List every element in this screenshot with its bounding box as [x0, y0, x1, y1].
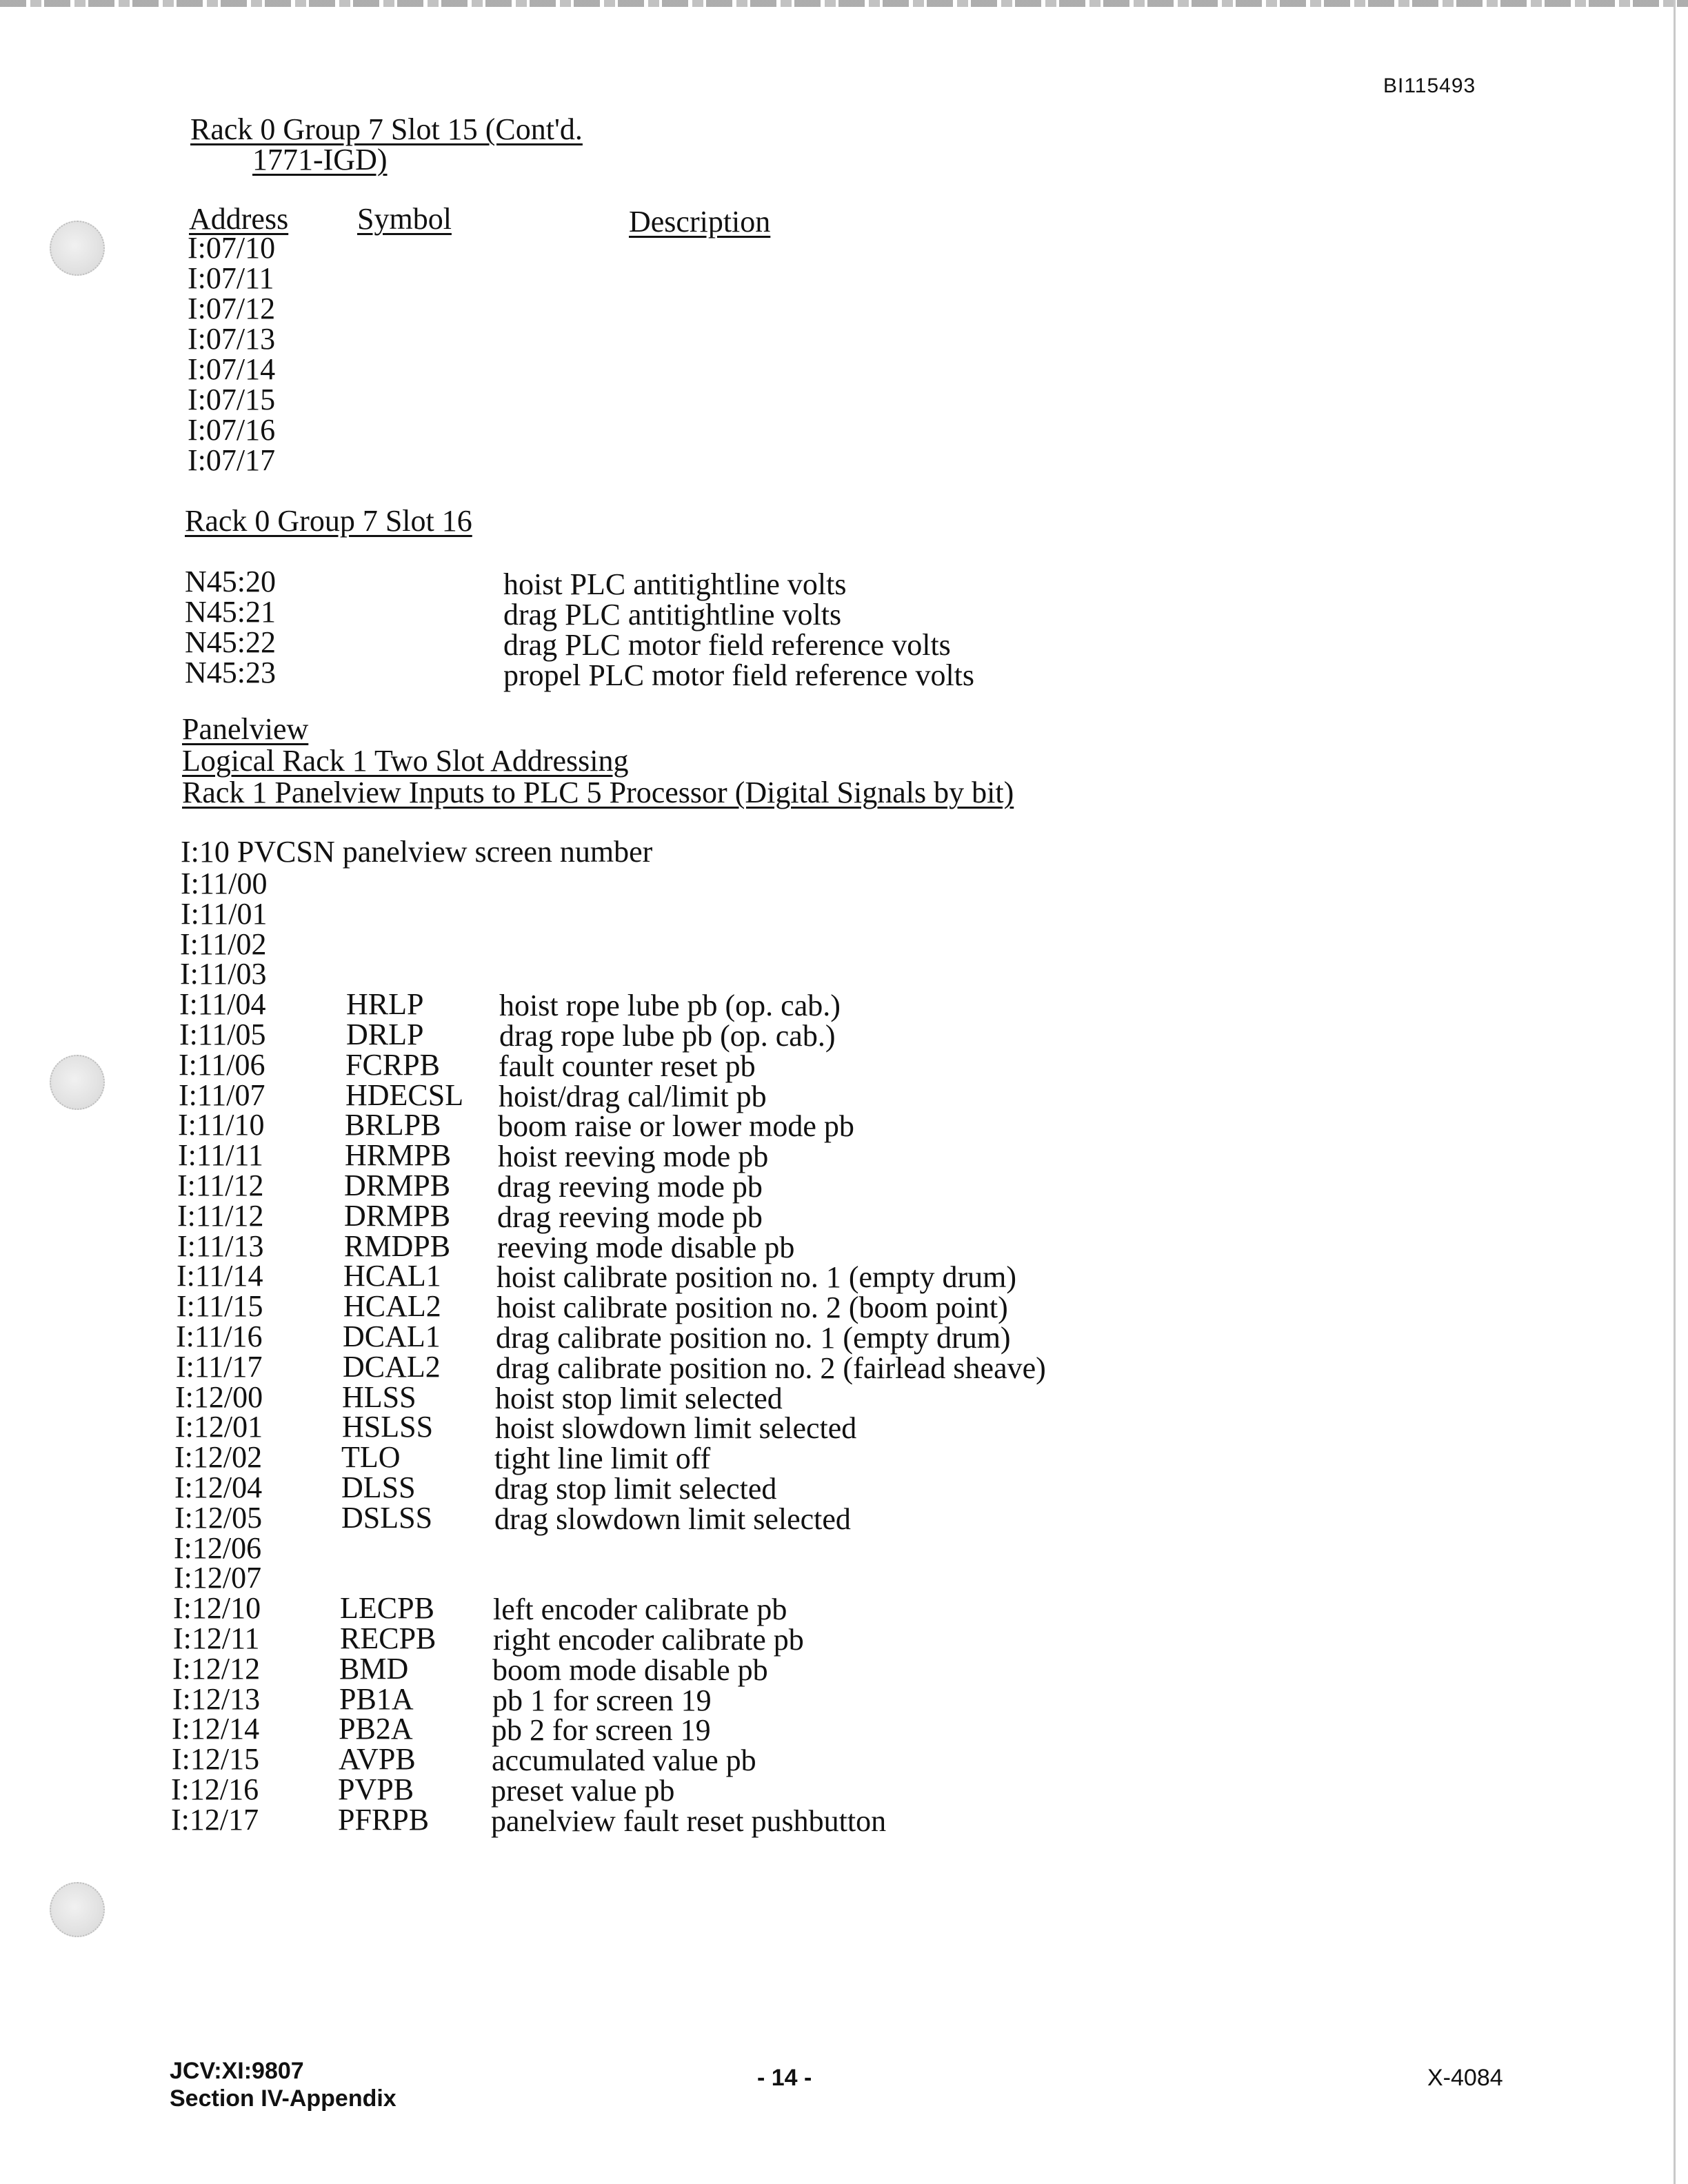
- n45-description-cell: drag PLC motor field reference volts: [503, 628, 951, 662]
- input-address-cell: I:12/16: [171, 1772, 259, 1806]
- input-address-cell: I:11/06: [179, 1047, 265, 1082]
- scan-top-border: [0, 0, 1688, 7]
- input-description-cell: reeving mode disable pb: [497, 1230, 795, 1264]
- input-description-cell: drag stop limit selected: [494, 1472, 777, 1506]
- input-description-cell: hoist rope lube pb (op. cab.): [499, 989, 841, 1023]
- punch-hole-middle: [50, 1055, 105, 1110]
- input-address-cell: I:12/04: [174, 1470, 263, 1504]
- input-symbol-cell: DSLSS: [341, 1500, 433, 1535]
- input-address-cell: I:12/06: [174, 1530, 262, 1565]
- column-header-description: Description: [629, 205, 771, 239]
- n45-description-cell: drag PLC antitightline volts: [503, 598, 842, 631]
- input-description-cell: hoist stop limit selected: [495, 1381, 783, 1415]
- input-symbol-cell: HSLSS: [342, 1410, 434, 1444]
- input-address-cell: I:12/05: [174, 1500, 263, 1535]
- address-cell: I:07/14: [188, 352, 276, 386]
- scan-right-border: [1674, 0, 1676, 2184]
- input-address-cell: I:11/01: [181, 896, 268, 931]
- footer-page-number: - 14 -: [757, 2065, 812, 2091]
- input-symbol-cell: HLSS: [342, 1379, 416, 1414]
- input-address-cell: I:11/11: [178, 1138, 263, 1173]
- footer-section: Section IV-Appendix: [170, 2085, 396, 2112]
- input-description-cell: drag reeving mode pb: [497, 1200, 763, 1234]
- input-address-cell: I:11/03: [180, 957, 267, 991]
- address-cell: I:07/10: [188, 231, 276, 265]
- document-id: BI115493: [1383, 74, 1476, 97]
- column-header-address: Address: [189, 202, 289, 236]
- address-cell: I:07/13: [188, 322, 276, 356]
- input-address-cell: I:11/05: [179, 1018, 266, 1051]
- column-header-symbol: Symbol: [357, 202, 452, 236]
- input-address-cell: I:11/13: [177, 1228, 264, 1263]
- input-address-cell: I:12/11: [173, 1621, 260, 1655]
- n45-address-cell: N45:22: [185, 625, 276, 659]
- input-description-cell: preset value pb: [491, 1774, 675, 1808]
- input-symbol-cell: PB2A: [339, 1712, 413, 1746]
- n45-description-cell: propel PLC motor field reference volts: [503, 658, 975, 692]
- input-description-cell: fault counter reset pb: [499, 1049, 756, 1083]
- input-description-cell: pb 1 for screen 19: [492, 1683, 712, 1717]
- n45-description-cell: hoist PLC antitightline volts: [503, 567, 847, 601]
- n45-address-cell: N45:20: [185, 565, 276, 598]
- input-description-cell: hoist calibrate position no. 2 (boom point): [496, 1291, 1008, 1325]
- input-address-cell: I:12/12: [172, 1651, 261, 1686]
- input-description-cell: hoist/drag cal/limit pb: [499, 1079, 767, 1113]
- input-description-cell: hoist calibrate position no. 1 (empty drum): [496, 1260, 1016, 1295]
- input-address-cell: I:11/10: [178, 1108, 265, 1142]
- input-symbol-cell: DCAL1: [343, 1320, 441, 1353]
- footer-form-number: X-4084: [1427, 2065, 1503, 2091]
- input-description-cell: drag rope lube pb (op. cab.): [499, 1019, 836, 1053]
- input-address-cell: I:11/14: [177, 1259, 263, 1293]
- input-symbol-cell: DCAL2: [343, 1349, 441, 1384]
- input-symbol-cell: DRMPB: [344, 1198, 451, 1233]
- panelview-logical-rack-heading: Logical Rack 1 Two Slot Addressing: [182, 744, 629, 778]
- input-description-cell: hoist reeving mode pb: [498, 1140, 769, 1174]
- address-cell: I:07/17: [188, 443, 276, 477]
- input-address-cell: I:11/17: [176, 1349, 263, 1384]
- input-symbol-cell: PVPB: [338, 1772, 414, 1806]
- input-description-cell: boom raise or lower mode pb: [498, 1109, 854, 1144]
- input-symbol-cell: PB1A: [339, 1681, 414, 1716]
- input-address-cell: I:12/13: [172, 1681, 261, 1716]
- input-symbol-cell: AVPB: [339, 1742, 416, 1777]
- input-address-cell: I:11/02: [180, 927, 267, 961]
- input-address-cell: I:12/07: [174, 1561, 262, 1595]
- input-description-cell: pb 2 for screen 19: [492, 1713, 711, 1748]
- punch-hole-top: [50, 221, 105, 276]
- input-symbol-cell: HCAL2: [343, 1289, 441, 1324]
- input-description-cell: accumulated value pb: [492, 1743, 756, 1778]
- slot16-heading: Rack 0 Group 7 Slot 16: [185, 504, 472, 538]
- input-symbol-cell: HRLP: [346, 987, 424, 1022]
- input-symbol-cell: DRMPB: [344, 1169, 451, 1202]
- input-address-cell: I:11/12: [177, 1198, 264, 1233]
- input-description-cell: right encoder calibrate pb: [493, 1623, 804, 1657]
- input-description-cell: hoist slowdown limit selected: [495, 1411, 857, 1446]
- input-address-cell: I:12/15: [172, 1742, 260, 1777]
- input-description-cell: drag calibrate position no. 1 (empty drum): [496, 1321, 1011, 1355]
- input-address-cell: I:12/01: [175, 1410, 263, 1444]
- address-cell: I:07/12: [188, 292, 276, 325]
- address-cell: I:07/11: [188, 261, 274, 295]
- input-symbol-cell: BRLPB: [345, 1108, 441, 1142]
- input-address-cell: I:12/02: [174, 1440, 263, 1475]
- panelview-heading: Panelview: [182, 712, 309, 746]
- panelview-rack1-heading: Rack 1 Panelview Inputs to PLC 5 Processor (Digital Signals by bit): [182, 776, 1014, 809]
- input-symbol-cell: BMD: [339, 1651, 409, 1686]
- n45-address-cell: N45:21: [185, 595, 276, 629]
- punch-hole-bottom: [50, 1882, 105, 1937]
- input-symbol-cell: HCAL1: [343, 1259, 441, 1293]
- footer-doc-ref: JCV:XI:9807: [170, 2058, 304, 2084]
- input-description-cell: panelview fault reset pushbutton: [491, 1803, 887, 1838]
- n45-address-cell: N45:23: [185, 656, 276, 689]
- input-address-cell: I:11/00: [181, 867, 268, 900]
- input-description-cell: drag slowdown limit selected: [494, 1502, 851, 1536]
- address-cell: I:07/15: [188, 383, 276, 416]
- panelview-screen-number-line: I:10 PVCSN panelview screen number: [181, 835, 653, 869]
- input-symbol-cell: LECPB: [340, 1591, 434, 1626]
- input-address-cell: I:11/07: [179, 1078, 265, 1112]
- slot15-heading-line1: Rack 0 Group 7 Slot 15 (Cont'd.: [190, 112, 583, 146]
- input-address-cell: I:12/10: [173, 1591, 261, 1626]
- input-address-cell: I:11/16: [176, 1320, 263, 1353]
- input-symbol-cell: RMDPB: [344, 1228, 451, 1263]
- input-symbol-cell: TLO: [341, 1440, 401, 1475]
- input-description-cell: drag calibrate position no. 2 (fairlead sheave): [496, 1351, 1046, 1385]
- slot15-heading-line2: 1771-IGD): [252, 143, 388, 176]
- input-address-cell: I:12/17: [171, 1802, 259, 1837]
- input-symbol-cell: HRMPB: [345, 1138, 452, 1173]
- input-description-cell: drag reeving mode pb: [497, 1170, 763, 1204]
- input-address-cell: I:12/14: [172, 1712, 260, 1746]
- input-address-cell: I:11/04: [179, 987, 266, 1022]
- input-symbol-cell: HDECSL: [345, 1078, 464, 1112]
- input-symbol-cell: RECPB: [340, 1621, 436, 1655]
- input-symbol-cell: DRLP: [346, 1018, 424, 1051]
- input-symbol-cell: DLSS: [341, 1470, 416, 1504]
- input-symbol-cell: FCRPB: [345, 1047, 440, 1082]
- input-address-cell: I:11/15: [177, 1289, 263, 1324]
- input-symbol-cell: PFRPB: [338, 1802, 430, 1837]
- input-address-cell: I:11/12: [177, 1169, 264, 1202]
- input-description-cell: left encoder calibrate pb: [493, 1593, 787, 1627]
- input-description-cell: boom mode disable pb: [492, 1652, 768, 1687]
- input-description-cell: tight line limit off: [494, 1442, 711, 1476]
- input-address-cell: I:12/00: [175, 1379, 263, 1414]
- address-cell: I:07/16: [188, 413, 276, 447]
